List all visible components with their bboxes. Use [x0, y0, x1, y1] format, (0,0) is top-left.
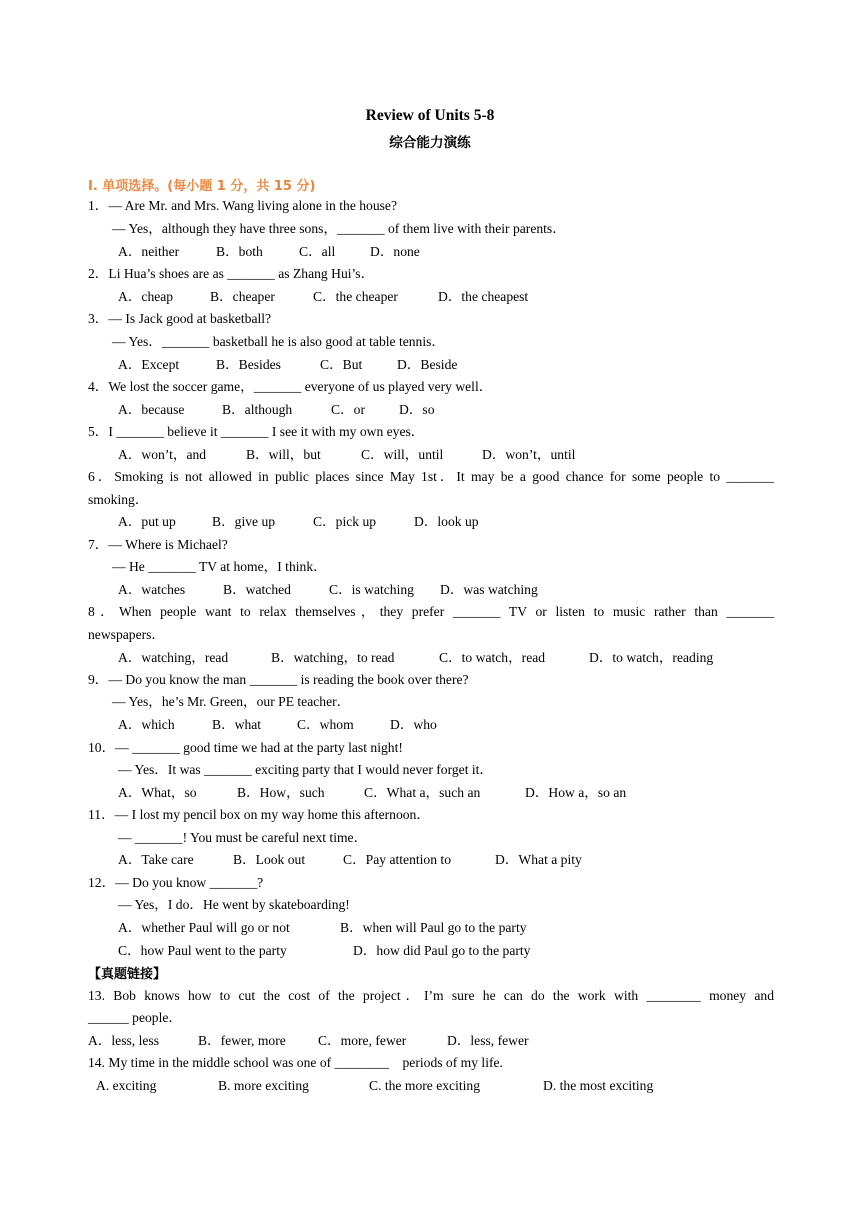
question-6-option-d: D．look up: [414, 514, 479, 529]
question-7-option-c: C．is watching: [329, 582, 414, 597]
question-6-option-b: B．give up: [212, 514, 276, 529]
question-6-stem: 6．Smoking is not allowed in public places since May 1st．It may be a good chance for some people to _______: [88, 469, 774, 484]
question-1-reply: — Yes，although they have three sons，_______ of them live with their parents．: [112, 221, 566, 236]
question-4-stem: 4．We lost the soccer game，_______ everyone of us played very well．: [88, 379, 493, 394]
question-13-option-b: B．fewer, more: [198, 1033, 286, 1048]
question-9-reply: — Yes，he’s Mr. Green，our PE teacher．: [112, 694, 351, 709]
question-3-option-b: B．Besides: [216, 357, 281, 372]
question-7-option-d: D．was watching: [440, 582, 538, 597]
question-12-option-a: A．whether Paul will go or not: [118, 920, 290, 935]
question-9-stem: 9．— Do you know the man _______ is reading the book over there?: [88, 672, 469, 687]
question-11-option-a: A．Take care: [118, 852, 194, 867]
question-10-option-d: D．How a，so an: [525, 785, 627, 800]
question-9-option-a: A．which: [118, 717, 175, 732]
question-8-stem: 8．When people want to relax themselves，they prefer _______ TV or listen to music rather than _______: [88, 604, 774, 619]
question-8-option-c: C．to watch，read: [439, 650, 546, 665]
question-4-option-b: B．although: [222, 402, 293, 417]
question-6-option-c: C．pick up: [313, 514, 377, 529]
question-14-option-b: B. more exciting: [218, 1078, 309, 1093]
question-9-option-c: C．whom: [297, 717, 354, 732]
question-5-option-a: A．won’t，and: [118, 447, 207, 462]
question-5-option-c: C．will，until: [361, 447, 444, 462]
question-8-option-b: B．watching，to read: [271, 650, 395, 665]
page-subtitle: 综合能力演练: [389, 135, 471, 151]
question-11-reply: — _______! You must be careful next time．: [118, 830, 368, 845]
question-12-option-d: D．how did Paul go to the party: [353, 943, 531, 958]
question-4-option-d: D．so: [399, 402, 435, 417]
question-8-option-a: A．watching，read: [118, 650, 229, 665]
question-13-option-c: C．more, fewer: [318, 1033, 407, 1048]
past-exam-link-heading: 【真题链接】: [88, 967, 167, 982]
question-11-option-c: C．Pay attention to: [343, 852, 451, 867]
question-2-stem: 2．Li Hua’s shoes are as _______ as Zhang Hui’s．: [88, 266, 375, 281]
question-10-option-c: C．What a，such an: [364, 785, 481, 800]
question-13-option-a: A．less, less: [88, 1033, 159, 1048]
question-7-reply: — He _______ TV at home，I think．: [112, 559, 327, 574]
question-8-option-d: D．to watch，reading: [589, 650, 714, 665]
question-3-stem: 3．— Is Jack good at basketball?: [88, 311, 272, 326]
question-3-option-d: D．Beside: [397, 357, 458, 372]
question-7-stem: 7．— Where is Michael?: [88, 537, 228, 552]
question-3-option-c: C．But: [320, 357, 363, 372]
question-4-option-a: A．because: [118, 402, 185, 417]
question-14-option-d: D. the most exciting: [543, 1078, 654, 1093]
question-1-option-d: D．none: [370, 244, 420, 259]
question-5-option-d: D．won’t，until: [482, 447, 576, 462]
question-14-option-c: C. the more exciting: [369, 1078, 480, 1093]
question-6-stem-cont: smoking．: [88, 492, 149, 507]
question-10-option-b: B．How，such: [237, 785, 325, 800]
question-12-option-c: C．how Paul went to the party: [118, 943, 287, 958]
question-3-reply: — Yes．_______ basketball he is also good at table tennis．: [112, 334, 446, 349]
question-7-option-b: B．watched: [223, 582, 291, 597]
question-10-reply: — Yes．It was _______ exciting party that I would never forget it．: [118, 762, 494, 777]
question-1-stem: 1．— Are Mr. and Mrs. Wang living alone in the house?: [88, 198, 397, 213]
question-9-option-d: D．who: [390, 717, 437, 732]
question-11-option-d: D．What a pity: [495, 852, 582, 867]
page-title: Review of Units 5-8: [365, 107, 495, 124]
question-4-option-c: C．or: [331, 402, 365, 417]
question-14-option-a: A. exciting: [96, 1078, 157, 1093]
question-13-stem-cont: ______ people．: [88, 1010, 183, 1025]
question-11-option-b: B．Look out: [233, 852, 306, 867]
question-2-option-c: C．the cheaper: [313, 289, 398, 304]
question-1-option-c: C．all: [299, 244, 336, 259]
question-2-option-a: A．cheap: [118, 289, 174, 304]
question-2-option-d: D．the cheapest: [438, 289, 529, 304]
question-12-option-b: B．when will Paul go to the party: [340, 920, 527, 935]
question-12-stem: 12．— Do you know _______?: [88, 875, 264, 890]
question-12-reply: — Yes，I do．He went by skateboarding!: [118, 897, 350, 912]
question-3-option-a: A．Except: [118, 357, 180, 372]
question-5-stem: 5．I _______ believe it _______ I see it with my own eyes．: [88, 424, 425, 439]
question-7-option-a: A．watches: [118, 582, 186, 597]
section-heading: I. 单项选择。(每小题 1 分，共 15 分): [88, 179, 316, 194]
question-8-stem-cont: newspapers．: [88, 627, 166, 642]
question-5-option-b: B．will，but: [246, 447, 321, 462]
question-10-stem: 10．— _______ good time we had at the party last night!: [88, 740, 403, 755]
question-11-stem: 11．— I lost my pencil box on my way home this afternoon．: [88, 807, 430, 822]
question-1-option-a: A．neither: [118, 244, 180, 259]
question-13-option-d: D．less, fewer: [447, 1033, 529, 1048]
question-13-stem: 13. Bob knows how to cut the cost of the project．I’m sure he can do the work with ________ money and: [88, 988, 774, 1003]
question-6-option-a: A．put up: [118, 514, 176, 529]
question-14-stem: 14. My time in the middle school was one of ________ periods of my life.: [88, 1055, 503, 1070]
question-1-option-b: B．both: [216, 244, 263, 259]
question-9-option-b: B．what: [212, 717, 262, 732]
question-2-option-b: B．cheaper: [210, 289, 275, 304]
question-10-option-a: A．What，so: [118, 785, 197, 800]
